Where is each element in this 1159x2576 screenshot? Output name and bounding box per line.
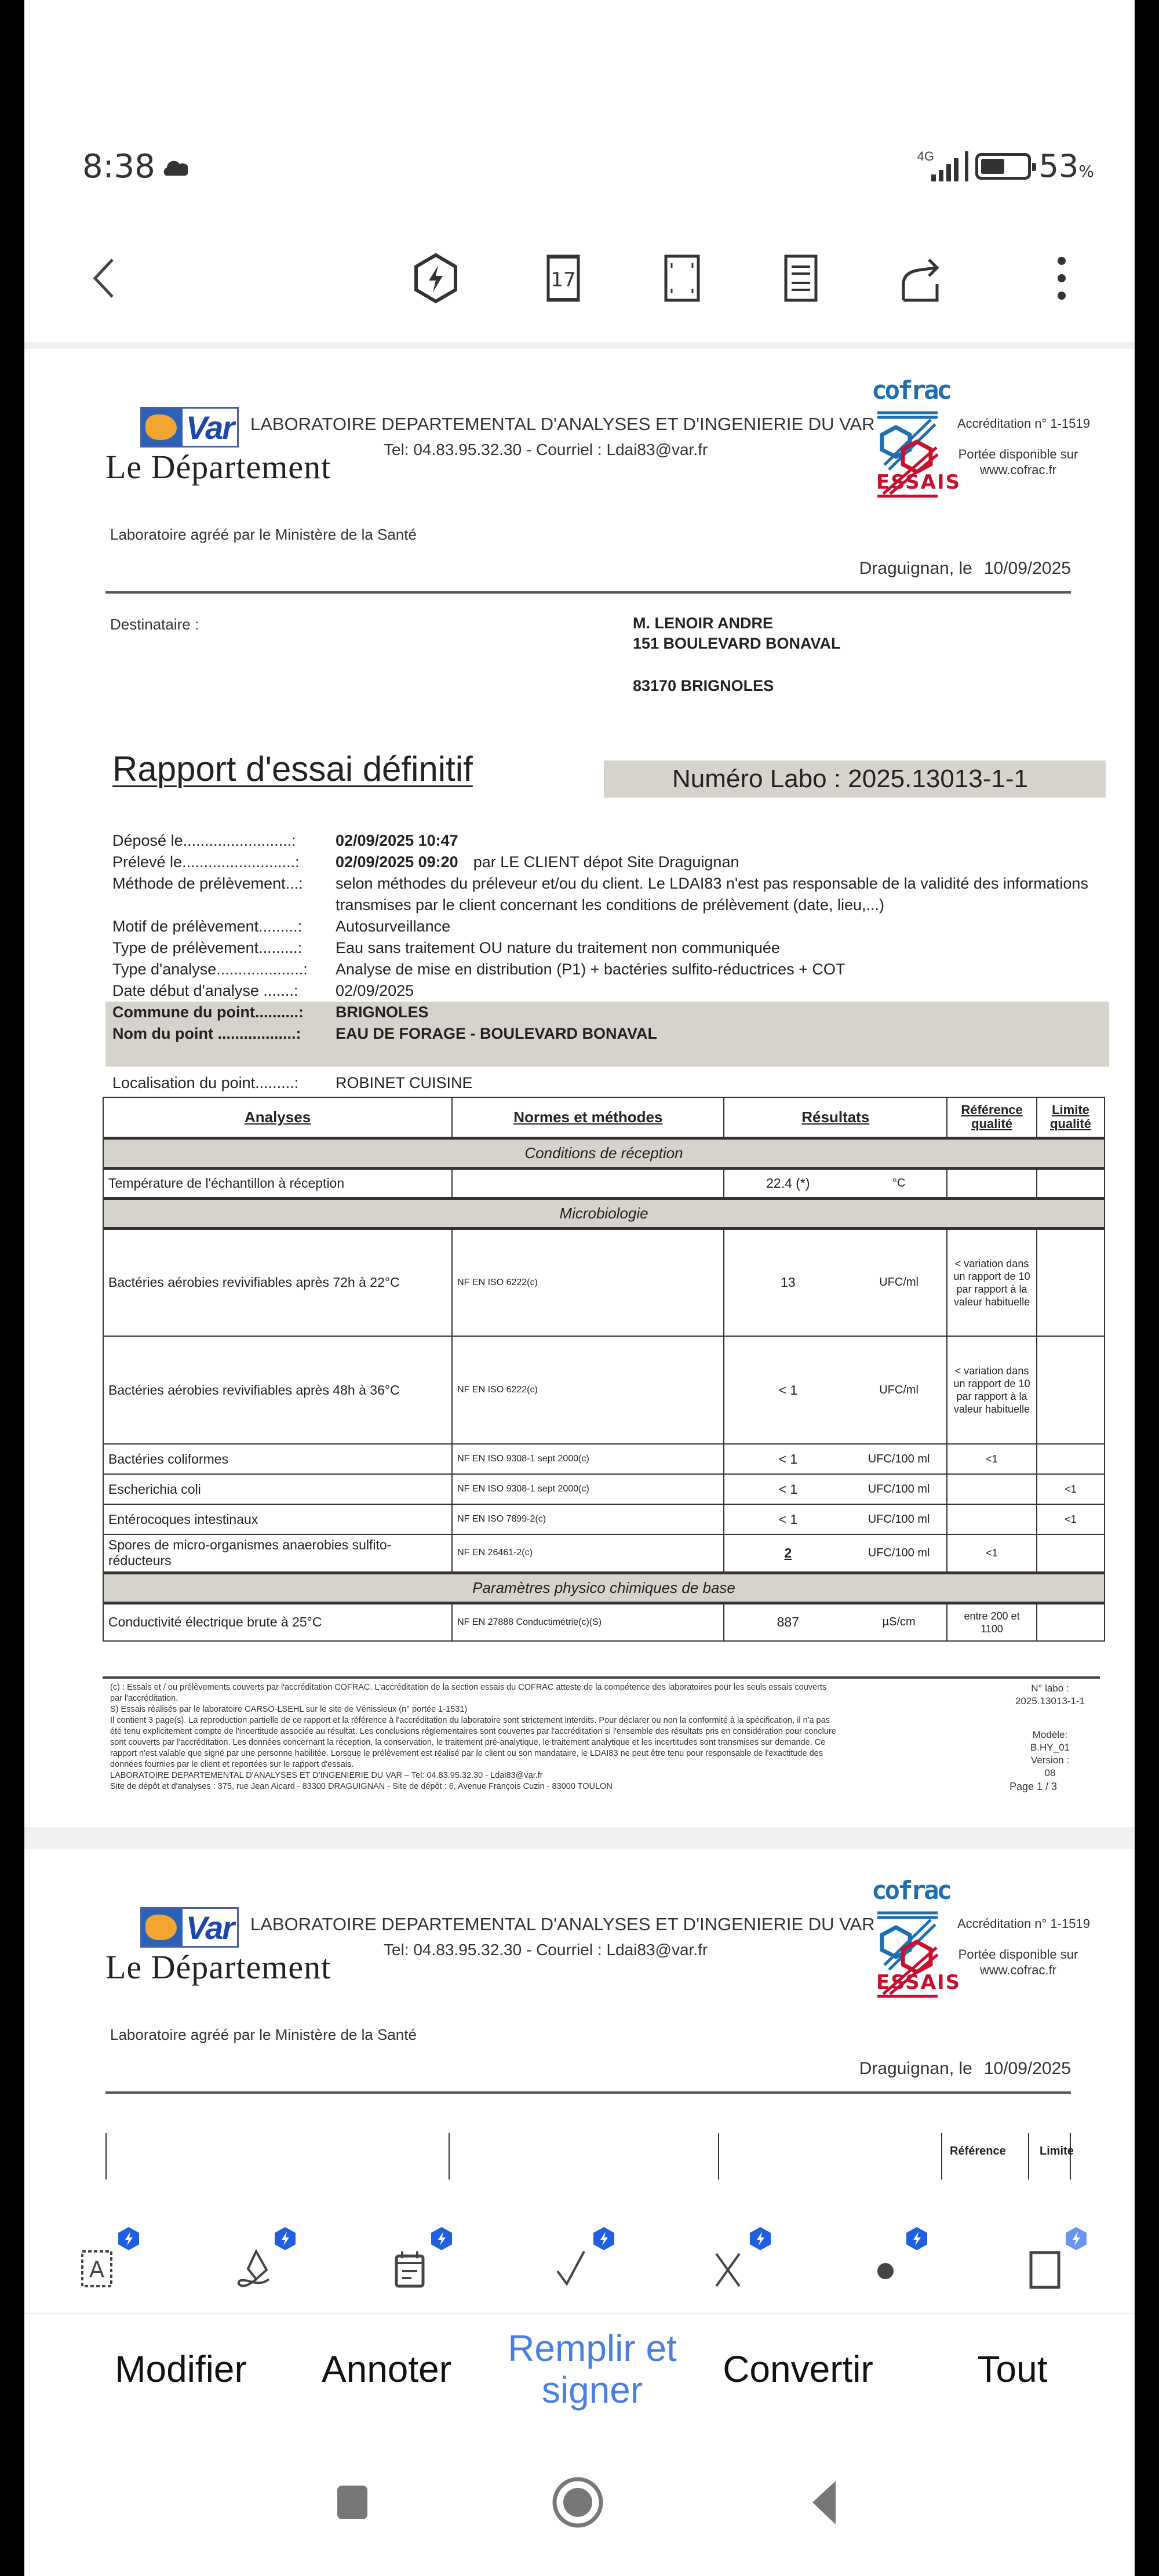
signal-icon: [917, 149, 967, 184]
section-header-row: [103, 1138, 1105, 1168]
share-button[interactable]: [891, 249, 949, 307]
lab-contact: Tel: 04.83.95.32.30 - Courriel : Ldai83@var.fr: [384, 1941, 708, 1959]
reference-quality: [947, 1504, 1037, 1534]
report-title: Rapport d'essai définitif: [112, 749, 473, 788]
view-mode-button[interactable]: [772, 249, 830, 307]
mode-tab-modifier[interactable]: Modifier: [115, 2348, 247, 2390]
system-nav-bar: [24, 2435, 1135, 2576]
page-count: 17: [551, 268, 576, 292]
result-value: 22.4 (*): [724, 1168, 851, 1198]
footnote-line: Il contient 3 page(s). La reproduction partielle de ce rapport et la référence à l'accréditation du laboratoire sont strictement interdits. Pour déclarer ou non la conformité à la spécification, il n'a pas été tenu explicitement compte de l'incertitude associée au résultat. Les conclusions réglementaires sont couvertes par l'accréditation si l'ensemble des résultats pris en considération pour conclure sont couverts par l'accréditation. Les données concernant la réception, la conservation, le traitement pré-analytique, le traitement analytique et les incertitudes sont transmises sur demande. Ce rapport n'est valable que signé par une personne habilitée. Lorsque le prélèvement est réalisé par le client ou son mandataire, le LDAI83 ne peut être tenu pour responsable de l'exactitude des données fournies par le client et reportées sur le rapport d'essais.: [110, 1716, 836, 1769]
status-time: 8:38: [82, 148, 155, 185]
info-value: Analyse de mise en distribution (P1) + bactéries sulfito-réductrices + COT: [336, 960, 845, 978]
document-viewer[interactable]: [24, 342, 1135, 2313]
fit-page-icon: [653, 249, 711, 307]
var-logo: Var: [140, 1907, 239, 1948]
fill-sign-tools: [24, 2203, 1135, 2301]
recipient-address: [633, 613, 841, 696]
top-toolbar: [24, 243, 1135, 313]
accreditation-scope: Portée disponible sur www.cofrac.fr: [958, 447, 1078, 477]
reference-quality: [947, 1474, 1037, 1504]
mode-tabs: [24, 2313, 1135, 2423]
cofrac-essais: ESSAIS: [876, 1971, 961, 1994]
departement-logo-text: Le Département: [105, 1948, 331, 1986]
header-normes: Normes et méthodes: [452, 1097, 724, 1138]
reference-quality: < variation dans un rapport de 10 par rapport à la valeur habituelle: [947, 1336, 1037, 1444]
reference-quality: <1: [947, 1444, 1037, 1474]
footer-model: B.HY_01: [1030, 1742, 1070, 1753]
info-label: Méthode de prélèvement...:: [112, 875, 303, 892]
cross-icon: [708, 2243, 755, 2290]
network-type: 4G: [917, 148, 935, 163]
commune-value: BRIGNOLES: [336, 1003, 429, 1021]
result-value: 2: [724, 1534, 851, 1573]
info-value: 02/09/2025: [336, 982, 414, 999]
recents-icon: [320, 2469, 384, 2533]
info-row: [112, 959, 1109, 980]
info-extra: par LE CLIENT dépot Site Draguignan: [473, 853, 739, 871]
sample-info: [112, 830, 1109, 1094]
table-row: [103, 1474, 1105, 1504]
analysis-name: Température de l'échantillon à réception: [103, 1168, 452, 1198]
limit-quality: [1037, 1603, 1105, 1641]
header-reference-partial: Référence: [950, 2145, 1006, 2157]
info-label: Prélevé le..........................:: [112, 853, 300, 871]
date-tool[interactable]: [384, 2226, 453, 2290]
cross-tool[interactable]: [702, 2226, 772, 2290]
back-triangle-icon: [795, 2469, 859, 2533]
rectangle-icon: [1024, 2243, 1070, 2290]
calendar-icon: [389, 2243, 436, 2290]
reading-view-icon: [772, 249, 830, 307]
phone-screen: [24, 0, 1135, 2576]
reference-quality: [947, 1168, 1037, 1198]
report-date: Draguignan, le 10/09/2025: [859, 559, 1071, 578]
ai-badge-icon: [1065, 2226, 1088, 2251]
limit-quality: [1037, 1336, 1105, 1444]
info-value: Eau sans traitement OU nature du traitement non communiquée: [336, 939, 780, 956]
analysis-method: NF EN ISO 6222(c): [452, 1336, 724, 1444]
result-unit: UFC/100 ml: [851, 1504, 947, 1534]
text-box-icon: [76, 2243, 123, 2290]
result-value: 13: [724, 1228, 851, 1336]
location-value: ROBINET CUISINE: [336, 1074, 473, 1091]
cloud-icon: [162, 159, 188, 176]
ai-badge-icon: [430, 2226, 453, 2251]
table-row: [103, 1444, 1105, 1474]
table-row: [103, 1168, 1105, 1198]
result-unit: UFC/ml: [851, 1228, 947, 1336]
ai-badge-icon: [905, 2226, 928, 2251]
section-header-row: [103, 1198, 1105, 1228]
info-label: Type d'analyse....................:: [112, 960, 308, 978]
result-value: < 1: [724, 1336, 851, 1444]
lab-name: LABORATOIRE DEPARTEMENTAL D'ANALYSES ET D'INGENIERIE DU VAR: [250, 1914, 875, 1934]
text-field-tool[interactable]: [71, 2226, 140, 2290]
signature-tool[interactable]: [227, 2226, 297, 2290]
info-row: [112, 830, 1109, 852]
info-row: [112, 980, 1109, 1002]
recents-button[interactable]: [320, 2469, 384, 2533]
header-resultats: Résultats: [724, 1097, 947, 1138]
battery-icon: [975, 153, 1031, 180]
share-icon: [891, 249, 949, 307]
header-limite-partial: Limite: [1040, 2145, 1074, 2157]
lab-number: Numéro Labo : 2025.13013-1-1: [604, 761, 1106, 798]
dot-tool[interactable]: [859, 2226, 928, 2290]
lab-approval: Laboratoire agréé par le Ministère de la Santé: [110, 2026, 417, 2043]
point-name-label: Nom du point ..................:: [112, 1025, 301, 1042]
status-bar: [24, 148, 1135, 200]
analysis-method: NF EN ISO 7899-2(c): [452, 1504, 724, 1534]
info-value: Autosurveillance: [336, 918, 451, 935]
back-icon: [76, 249, 134, 307]
battery-fill: [981, 159, 1004, 174]
svg-text:A: A: [89, 2257, 104, 2282]
table-row: [103, 1228, 1105, 1336]
pdf-page-1: [24, 349, 1135, 1827]
var-logo: Var: [140, 407, 239, 447]
ai-assistant-icon: [407, 249, 465, 307]
footer-divider: [103, 1676, 1100, 1679]
recipient-street: 151 BOULEVARD BONAVAL: [633, 635, 841, 652]
recipient-city: 83170 BRIGNOLES: [633, 677, 774, 694]
analysis-method: NF EN 26461-2(c): [452, 1534, 724, 1573]
analysis-method: NF EN ISO 6222(c): [452, 1228, 724, 1336]
ai-badge-icon: [749, 2226, 772, 2251]
mode-tab-tout[interactable]: Tout: [977, 2348, 1048, 2390]
result-value: < 1: [724, 1504, 851, 1534]
page-number: Page 1 / 3: [1009, 1781, 1058, 1792]
back-nav-button[interactable]: [795, 2469, 859, 2533]
result-value: < 1: [724, 1444, 851, 1474]
result-unit: UFC/100 ml: [851, 1474, 947, 1504]
accreditation-scope: Portée disponible sur www.cofrac.fr: [958, 1947, 1078, 1977]
analysis-method: NF EN ISO 9308-1 sept 2000(c): [452, 1444, 724, 1474]
info-row: [112, 852, 1109, 873]
lab-contact: Tel: 04.83.95.32.30 - Courriel : Ldai83@var.fr: [384, 441, 708, 459]
home-button[interactable]: [546, 2469, 610, 2533]
footer-lab-number: 2025.13013-1-1: [1015, 1695, 1085, 1707]
lab-name: LABORATOIRE DEPARTEMENTAL D'ANALYSES ET D'INGENIERIE DU VAR: [250, 414, 875, 434]
table-row: [103, 1336, 1105, 1444]
recipient-name: M. LENOIR ANDRE: [633, 614, 773, 632]
analysis-name: Bactéries aérobies revivifiables après 48h à 36°C: [103, 1336, 452, 1444]
footnotes: [110, 1682, 840, 1792]
result-unit: µS/cm: [851, 1603, 947, 1641]
footer-version: 08: [1044, 1767, 1056, 1778]
home-icon: [546, 2469, 610, 2533]
reference-quality: < variation dans un rapport de 10 par rapport à la valeur habituelle: [947, 1228, 1037, 1336]
lab-approval: Laboratoire agréé par le Ministère de la Santé: [110, 526, 417, 543]
result-unit: UFC/100 ml: [851, 1534, 947, 1573]
result-value: < 1: [724, 1474, 851, 1504]
limit-quality: [1037, 1534, 1105, 1573]
info-row: [112, 916, 1109, 937]
pages-icon: [534, 249, 592, 307]
point-name-value: EAU DE FORAGE - BOULEVARD BONAVAL: [336, 1025, 658, 1042]
pen-signature-icon: [233, 2243, 279, 2290]
table-row: [103, 1603, 1105, 1641]
reference-quality: <1: [947, 1534, 1037, 1573]
limit-quality: <1: [1037, 1474, 1105, 1504]
mode-tab-remplir-et-signer[interactable]: Remplir et signer: [508, 2327, 677, 2411]
limit-quality: [1037, 1228, 1105, 1336]
info-row: [112, 937, 1109, 959]
departement-logo-text: Le Département: [105, 448, 331, 486]
info-value: 02/09/2025 10:47: [336, 832, 458, 849]
analysis-name: Spores de micro-organismes anaerobies sulfito-réducteurs: [103, 1534, 452, 1573]
status-indicators: [917, 148, 1094, 184]
footnote-line: Site de dépôt et d'analyses : 375, rue Jean Aicard - 83300 DRAGUIGNAN - Site de dépôt : 6, Avenue François Cuzin - 83000 TOULON: [110, 1782, 613, 1791]
ai-badge-icon: [117, 2226, 140, 2251]
accreditation-number: Accréditation n° 1-1519: [957, 1916, 1090, 1931]
fit-page-button[interactable]: [653, 249, 711, 307]
result-unit: °C: [851, 1168, 947, 1198]
accreditation-number: Accréditation n° 1-1519: [957, 416, 1090, 431]
header-limite: Limite qualité: [1037, 1097, 1105, 1138]
footer-side-info: N° labo : 2025.13013-1-1 Modèle: B.HY_01 Version : 08: [998, 1682, 1102, 1788]
report-date: Draguignan, le 10/09/2025: [859, 2059, 1071, 2078]
battery-percent: 53%: [1038, 148, 1094, 184]
more-button[interactable]: [1033, 249, 1091, 307]
table-row: [103, 1504, 1105, 1534]
analysis-method: [452, 1168, 724, 1198]
analysis-name: Entérocoques intestinaux: [103, 1504, 452, 1534]
mode-tab-convertir[interactable]: Convertir: [723, 2348, 873, 2390]
analysis-name: Escherichia coli: [103, 1474, 452, 1504]
info-row: [112, 873, 1109, 916]
analysis-method: NF EN 27888 Conductimétrie(c)(S): [452, 1603, 724, 1641]
info-label: Date début d'analyse .......:: [112, 982, 298, 999]
table-row: [103, 1534, 1105, 1573]
analysis-name: Conductivité électrique brute à 25°C: [103, 1603, 452, 1641]
recipient-label: Destinataire :: [110, 616, 199, 633]
header-divider: [105, 2091, 1071, 2094]
header-divider: [105, 591, 1071, 594]
back-button[interactable]: [76, 249, 134, 307]
info-value: selon méthodes du préleveur et/ou du client. Le LDAI83 n'est pas responsable de la validité des informations transmises par le client concernant les conditions de prélèvement (date, lieu,...): [336, 875, 1088, 914]
mode-tab-annoter[interactable]: Annoter: [321, 2348, 452, 2390]
footnote-line: S) Essais réalisés par le laboratoire CARSO-LSEHL sur le site de Vénissieux (n° portée 1-1531): [110, 1705, 468, 1714]
analysis-name: Bactéries aérobies revivifiables après 72h à 22°C: [103, 1228, 452, 1336]
ai-badge-icon: [592, 2226, 615, 2251]
dot-icon: [865, 2243, 911, 2290]
ai-assistant-button[interactable]: [407, 249, 465, 307]
results-table: [103, 1097, 1105, 1642]
header-reference: Référence qualité: [947, 1097, 1037, 1138]
location-label: Localisation du point.........:: [112, 1074, 299, 1091]
info-label: Motif de prélèvement.........:: [112, 918, 302, 935]
footnote-line: LABORATOIRE DEPARTEMENTAL D'ANALYSES ET D'INGENIERIE DU VAR – Tel: 04.83.95.32.30 - Ldai83@var.fr: [110, 1771, 543, 1780]
limit-quality: [1037, 1444, 1105, 1474]
page-count-button[interactable]: [534, 249, 592, 307]
checkmark-icon: [552, 2243, 598, 2290]
info-value: 02/09/2025 09:20 par LE CLIENT dépot Site Draguignan: [336, 853, 739, 871]
analysis-name: Bactéries coliformes: [103, 1444, 452, 1474]
header-analyses: Analyses: [103, 1097, 452, 1138]
results-table-partial: [105, 2133, 1074, 2180]
result-unit: UFC/ml: [851, 1336, 947, 1444]
footnote-line: (c) : Essais et / ou prélèvements couverts par l'accréditation COFRAC. L'accréditation de la section essais du COFRAC atteste de la compétence des laboratoires pour les seuls essais couverts par l'accréditation.: [110, 1683, 827, 1703]
limit-quality: [1037, 1168, 1105, 1198]
section-title: Paramètres physico chimiques de base: [103, 1573, 1105, 1603]
result-unit: UFC/100 ml: [851, 1444, 947, 1474]
commune-label: Commune du point..........:: [112, 1003, 304, 1021]
cofrac-logo-word: cofrac: [872, 1876, 950, 1905]
reference-quality: entre 200 et 1100: [947, 1603, 1037, 1641]
section-title: Conditions de réception: [103, 1138, 1105, 1168]
ai-badge-icon: [274, 2226, 297, 2251]
analysis-method: NF EN ISO 9308-1 sept 2000(c): [452, 1474, 724, 1504]
check-tool[interactable]: [546, 2226, 615, 2290]
more-icon: [1033, 249, 1091, 307]
info-label: Type de prélèvement.........:: [112, 939, 302, 956]
result-value: 887: [724, 1603, 851, 1641]
section-title: Microbiologie: [103, 1198, 1105, 1228]
info-label: Déposé le.........................:: [112, 832, 296, 849]
table-header-row: [103, 1097, 1105, 1138]
cofrac-logo-word: cofrac: [872, 376, 950, 405]
rectangle-tool[interactable]: [1018, 2226, 1088, 2290]
limit-quality: <1: [1037, 1504, 1105, 1534]
sampling-point: [105, 1002, 1109, 1067]
cofrac-essais: ESSAIS: [876, 471, 961, 494]
section-header-row: [103, 1573, 1105, 1603]
